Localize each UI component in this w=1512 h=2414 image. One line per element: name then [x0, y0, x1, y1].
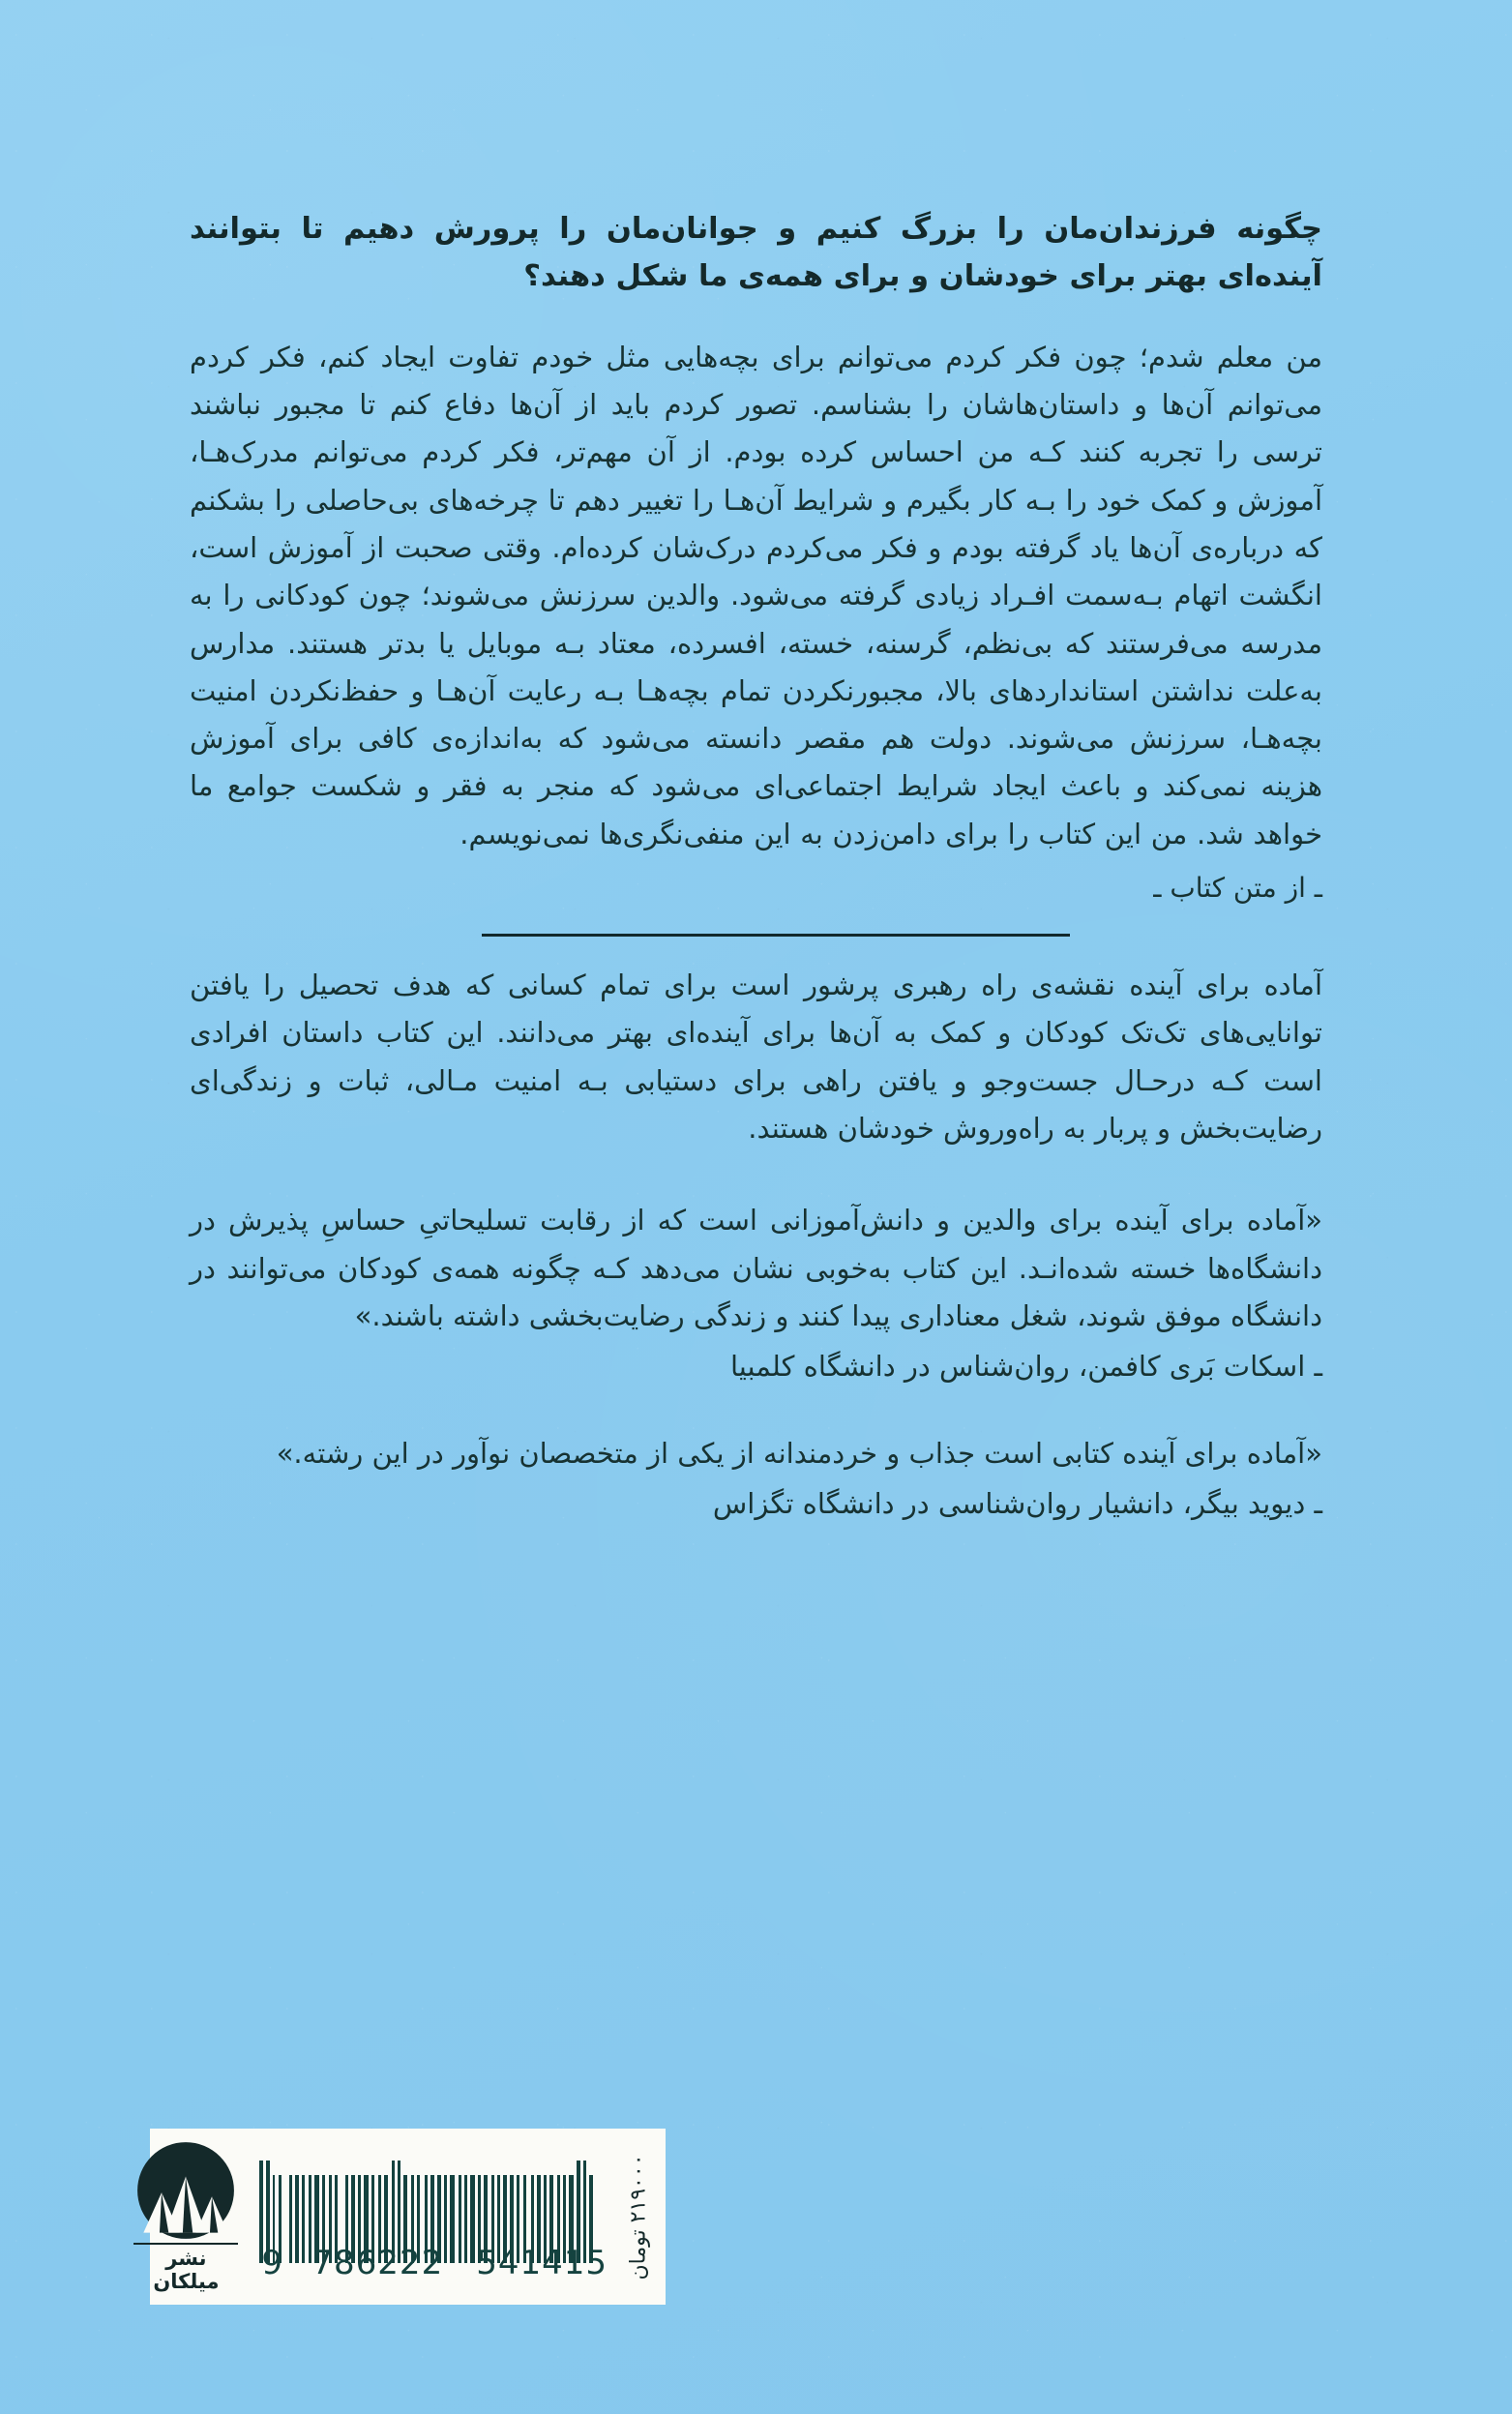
testimonial-1-attribution: ـ اسکات بَری کافمن، روان‌شناس در دانشگاه کلمبیا: [729, 1350, 1322, 1384]
cover-content: [190, 205, 1322, 1527]
testimonial-2-attribution: ـ دیوید بیگر، دانشیار روان‌شناسی در دانشگاه تگزاس: [712, 1487, 1322, 1521]
book-summary-text: آماده برای آینده نقشه‌ی راه رهبری پرشور است برای تمام کسانی که هدف تحصیل را یافتن توانایی‌های تک‌تک کودکان و کمک به آن‌ها برای آینده‌ای بهتر می‌دانند. این کتاب داستان افرادی است کـه درحـال جست‌وجو و یافتن راهی برای دستیابی بـه امنیت مـالی، ثبات و زندگی‌ای رضایت‌بخش و پربار به راه‌وروش خودشان هستند.: [190, 969, 1322, 1145]
testimonial-1-text: «آماده برای آینده برای والدین و دانش‌آموزانی است که از رقابت تسلیحاتیِ حساسِ پذیرش در دانشگاه‌ها خسته شده‌انـد. این کتاب به‌خوبی نشان می‌دهد کـه چگونه همه‌ی کودکان می‌توانند در دانشگاه موفق شوند، شغل معناداری پیدا کنند و زندگی رضایت‌بخشی داشته باشند.»: [190, 1204, 1322, 1332]
testimonial-2: [190, 1430, 1322, 1527]
barcode-right-group: 541415: [476, 2244, 608, 2282]
book-excerpt-text: من معلم شدم؛ چون فکر کردم می‌توانم برای بچه‌هایی مثل خودم تفاوت ایجاد کنم، فکر کردم می‌توانم آن‌ها و داستان‌هاشان را بشناسم. تصور کردم باید از آن‌ها دفاع کنم تا مجبور نباشند ترسی را تجربه کنند کـه من احساس کرده بودم. از آن مهم‌تر، فکر کردم می‌توانم مدرک‌هـا، آموزش و کمک خود را بـه کار بگیرم و شرایط آن‌هـا را تغییر دهم تا چرخه‌های بی‌حاصلی را بشکنم که درباره‌ی آن‌ها یاد گرفته بودم و فکر می‌کردم درک‌شان کرده‌ام. وقتی صحبت از آموزش است، انگشت اتهام بـه‌سمت افـراد زیادی گرفته می‌شود. والدین سرزنش می‌شوند؛ چون کودکانی را به مدرسه می‌فرستند که بی‌نظم، گرسنه، خسته، افسرده، معتاد بـه موبایل یا بدتر هستند. مدارس به‌علت نداشتن استانداردهای بالا، مجبورنکردن تمام بچه‌هـا بـه رعایت آن‌هـا و حفظ‌نکردن امنیت بچه‌هـا، سرزنش می‌شوند. دولت هم مقصر دانسته می‌شود که به‌اندازه‌ی کافی برای آموزش هزینه نمی‌کند و باعث ایجاد شرایط اجتماعی‌ای می‌شود که منجر به فقر و شکست جوامع ما خواهد شد. من این کتاب را برای دامن‌زدن به این منفی‌نگری‌ها نمی‌نویسم.: [190, 340, 1322, 850]
mountain-circle-logo-icon: [135, 2140, 236, 2241]
testimonial-1: [190, 1197, 1322, 1389]
barcode-panel: [150, 2129, 666, 2305]
barcode-lead-digit: 9: [261, 2244, 284, 2282]
testimonial-2-text: «آماده برای آینده کتابی است جذاب و خردمندانه از یکی از متخصصان نوآور در این رشته.»: [276, 1437, 1322, 1471]
page-title: چگونه فرزندان‌مان را بزرگ کنیم و جوانان‌مان را پرورش دهیم تا بتوانند آینده‌ای بهتر برای خودشان و برای همه‌ی ما شکل دهند؟: [190, 212, 1322, 294]
divider: [190, 934, 1322, 937]
divider-line: [482, 934, 1070, 937]
publisher-name: نشر میلکان: [133, 2243, 238, 2293]
price-label: [611, 2129, 666, 2305]
excerpt-attribution: ـ از متن کتاب ـ: [1153, 872, 1322, 905]
publisher-logo: [126, 2129, 250, 2305]
barcode-number: [259, 2244, 608, 2282]
barcode-left-group: 786222: [311, 2244, 444, 2282]
barcode-graphic: [250, 2129, 611, 2305]
price-value: ۲۱۹۰۰۰ تومان: [626, 2153, 651, 2280]
